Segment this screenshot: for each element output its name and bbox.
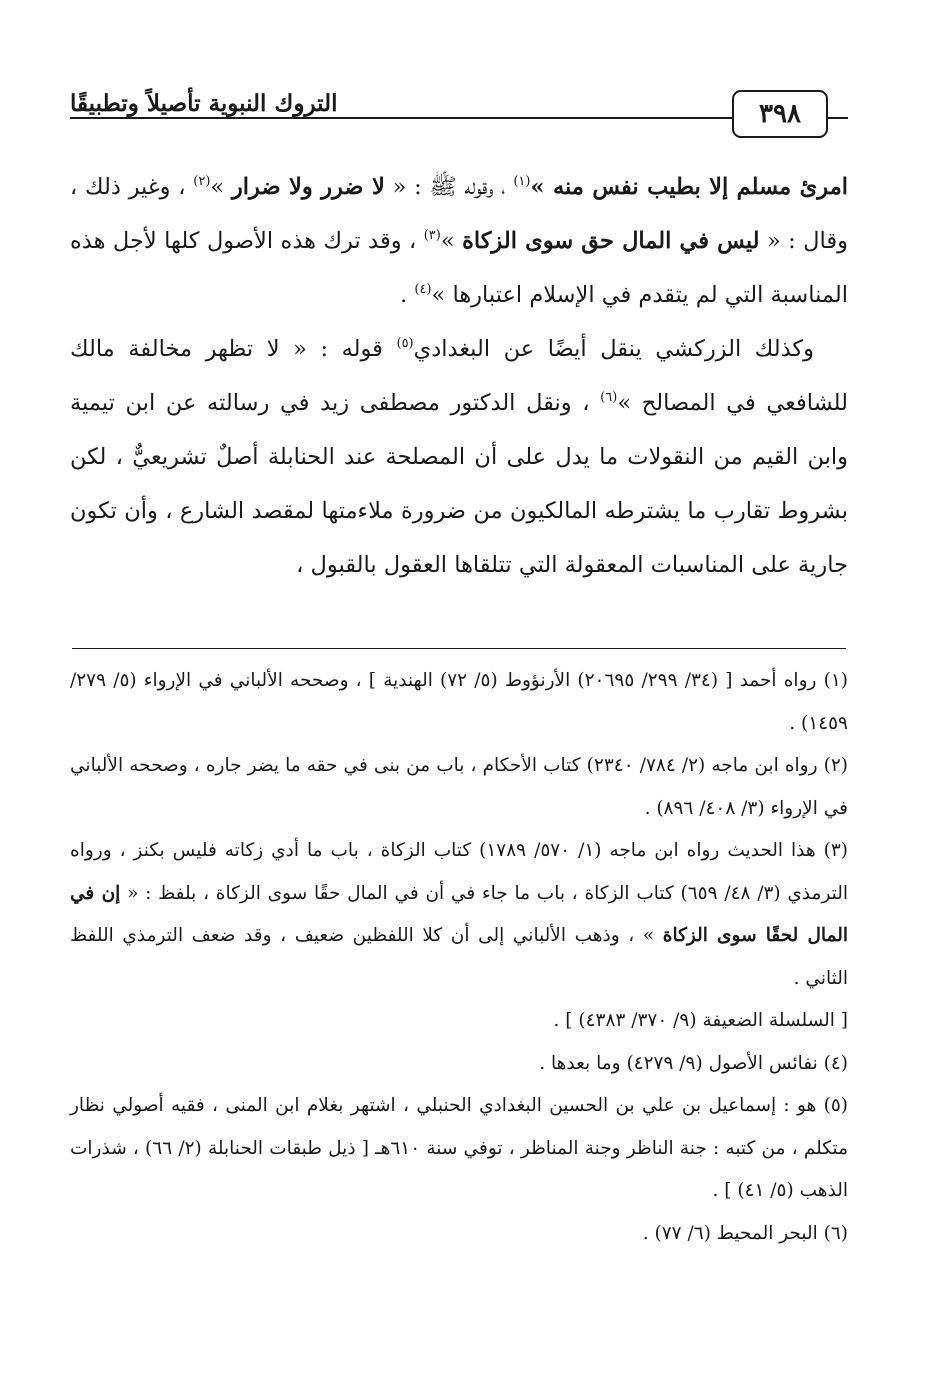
text-run: ، ونقل الدكتور مصطفى زيد في رسالته عن ابن تيمية وابن القيم من النقولات ما يدل على أن المصلحة عند الحنابلة أصلٌ تشريعيٌّ ، لكن بشروط تقارب ما يشترطه المالكيون من ضرورة ملاءمتها لمقصد الشارع ، وأن تكون جارية على المناسبات المعقولة التي تتلقاها العقول بالقبول ،: [70, 390, 848, 578]
text-run: ، وقوله ﷺ : «: [384, 174, 514, 200]
footnote-marker: (٢): [193, 174, 211, 189]
footnote-2: (٢) رواه ابن ماجه (٢/ ٧٨٤/ ٢٣٤٠) كتاب الأحكام ، باب من بنى في حقه ما يضر جاره ، وصححه الألباني في الإرواء (٣/ ٤٠٨/ ٨٩٦) .: [70, 755, 848, 819]
hadith-quote: إن في المال لحقًا سوى الزكاة: [70, 882, 849, 946]
footnote-6: (٦) البحر المحيط (٦/ ٧٧) .: [642, 1222, 848, 1244]
footnote-marker: (١): [513, 174, 531, 189]
text-run: ، وغير ذلك ، وقال : «: [70, 174, 848, 254]
text-run: » ، وذهب الألباني إلى أن كلا اللفظين ضعيف ، وقد ضعف الترمذي اللفظ الثاني .: [70, 925, 848, 989]
text-run: .: [400, 282, 415, 308]
main-text: [70, 160, 848, 592]
text-run: (٣) هذا الحديث رواه ابن ماجه (١/ ٥٧٠/ ١٧٨٩) كتاب الزكاة ، باب ما أدي زكاته فليس بكنز ، ورواه الترمذي (٣/ ٤٨/ ٦٥٩) كتاب الزكاة ، باب ما جاء في أن في المال حقًا سوى الزكاة ، بلفظ : «: [70, 840, 849, 904]
page-header: [70, 86, 848, 134]
footnote-4: (٤) نفائس الأصول (٩/ ٤٢٧٩) وما بعدها .: [539, 1052, 848, 1074]
page-number: ٣٩٨: [759, 99, 801, 129]
footnote-marker: (٤): [414, 282, 432, 297]
paragraph-2: [70, 322, 848, 592]
footnote-marker: (٦): [600, 390, 618, 405]
text-run: »: [440, 228, 463, 254]
text-run: ، وقد ترك هذه الأصول كلها لأجل هذه المناسبة التي لم يتقدم في الإسلام اعتبارها »: [70, 228, 848, 308]
footnote-separator: [72, 648, 846, 649]
footnote-marker: (٥): [396, 336, 414, 351]
footnote-1: (١) رواه أحمد [ (٣٤/ ٢٩٩/ ٢٠٦٩٥) الأرنؤوط (٥/ ٧٢) الهندية ] ، وصححه الألباني في الإرواء (٥/ ٢٧٩/ ١٤٥٩) .: [70, 670, 848, 734]
page-number-box: [732, 90, 828, 138]
text-run: وكذلك الزركشي ينقل أيضًا عن البغدادي: [413, 336, 814, 362]
hadith-quote: امرئ مسلم إلا بطيب نفس منه »: [530, 174, 848, 200]
footnote-marker: (٣): [423, 228, 441, 243]
hadith-quote: لا ضرر ولا ضرار: [231, 174, 385, 200]
text-run: »: [210, 174, 232, 200]
footnotes: [70, 660, 848, 1255]
footnote-3-reference: [ السلسلة الضعيفة (٩/ ٣٧٠/ ٤٣٨٣) ] .: [553, 1010, 848, 1031]
running-title: التروك النبوية تأصيلاً وتطبيقًا: [70, 90, 350, 117]
hadith-quote: ليس في المال حق سوى الزكاة: [462, 228, 760, 254]
text-run: قوله : « لا تظهر مخالفة مالك للشافعي في المصالح »: [70, 336, 848, 416]
paragraph-1: [70, 160, 848, 322]
footnote-3: [70, 830, 848, 1000]
footnote-5: (٥) هو : إسماعيل بن علي بن الحسين البغدادي الحنبلي ، اشتهر بغلام ابن المنى ، فقيه أصولي نظار متكلم ، من كتبه : جنة الناظر وجنة المناظر ، توفي سنة ٦١٠هـ [ ذيل طبقات الحنابلة (٢/ ٦٦) ، شذرات الذهب (٥/ ٤١) ] .: [70, 1095, 849, 1201]
